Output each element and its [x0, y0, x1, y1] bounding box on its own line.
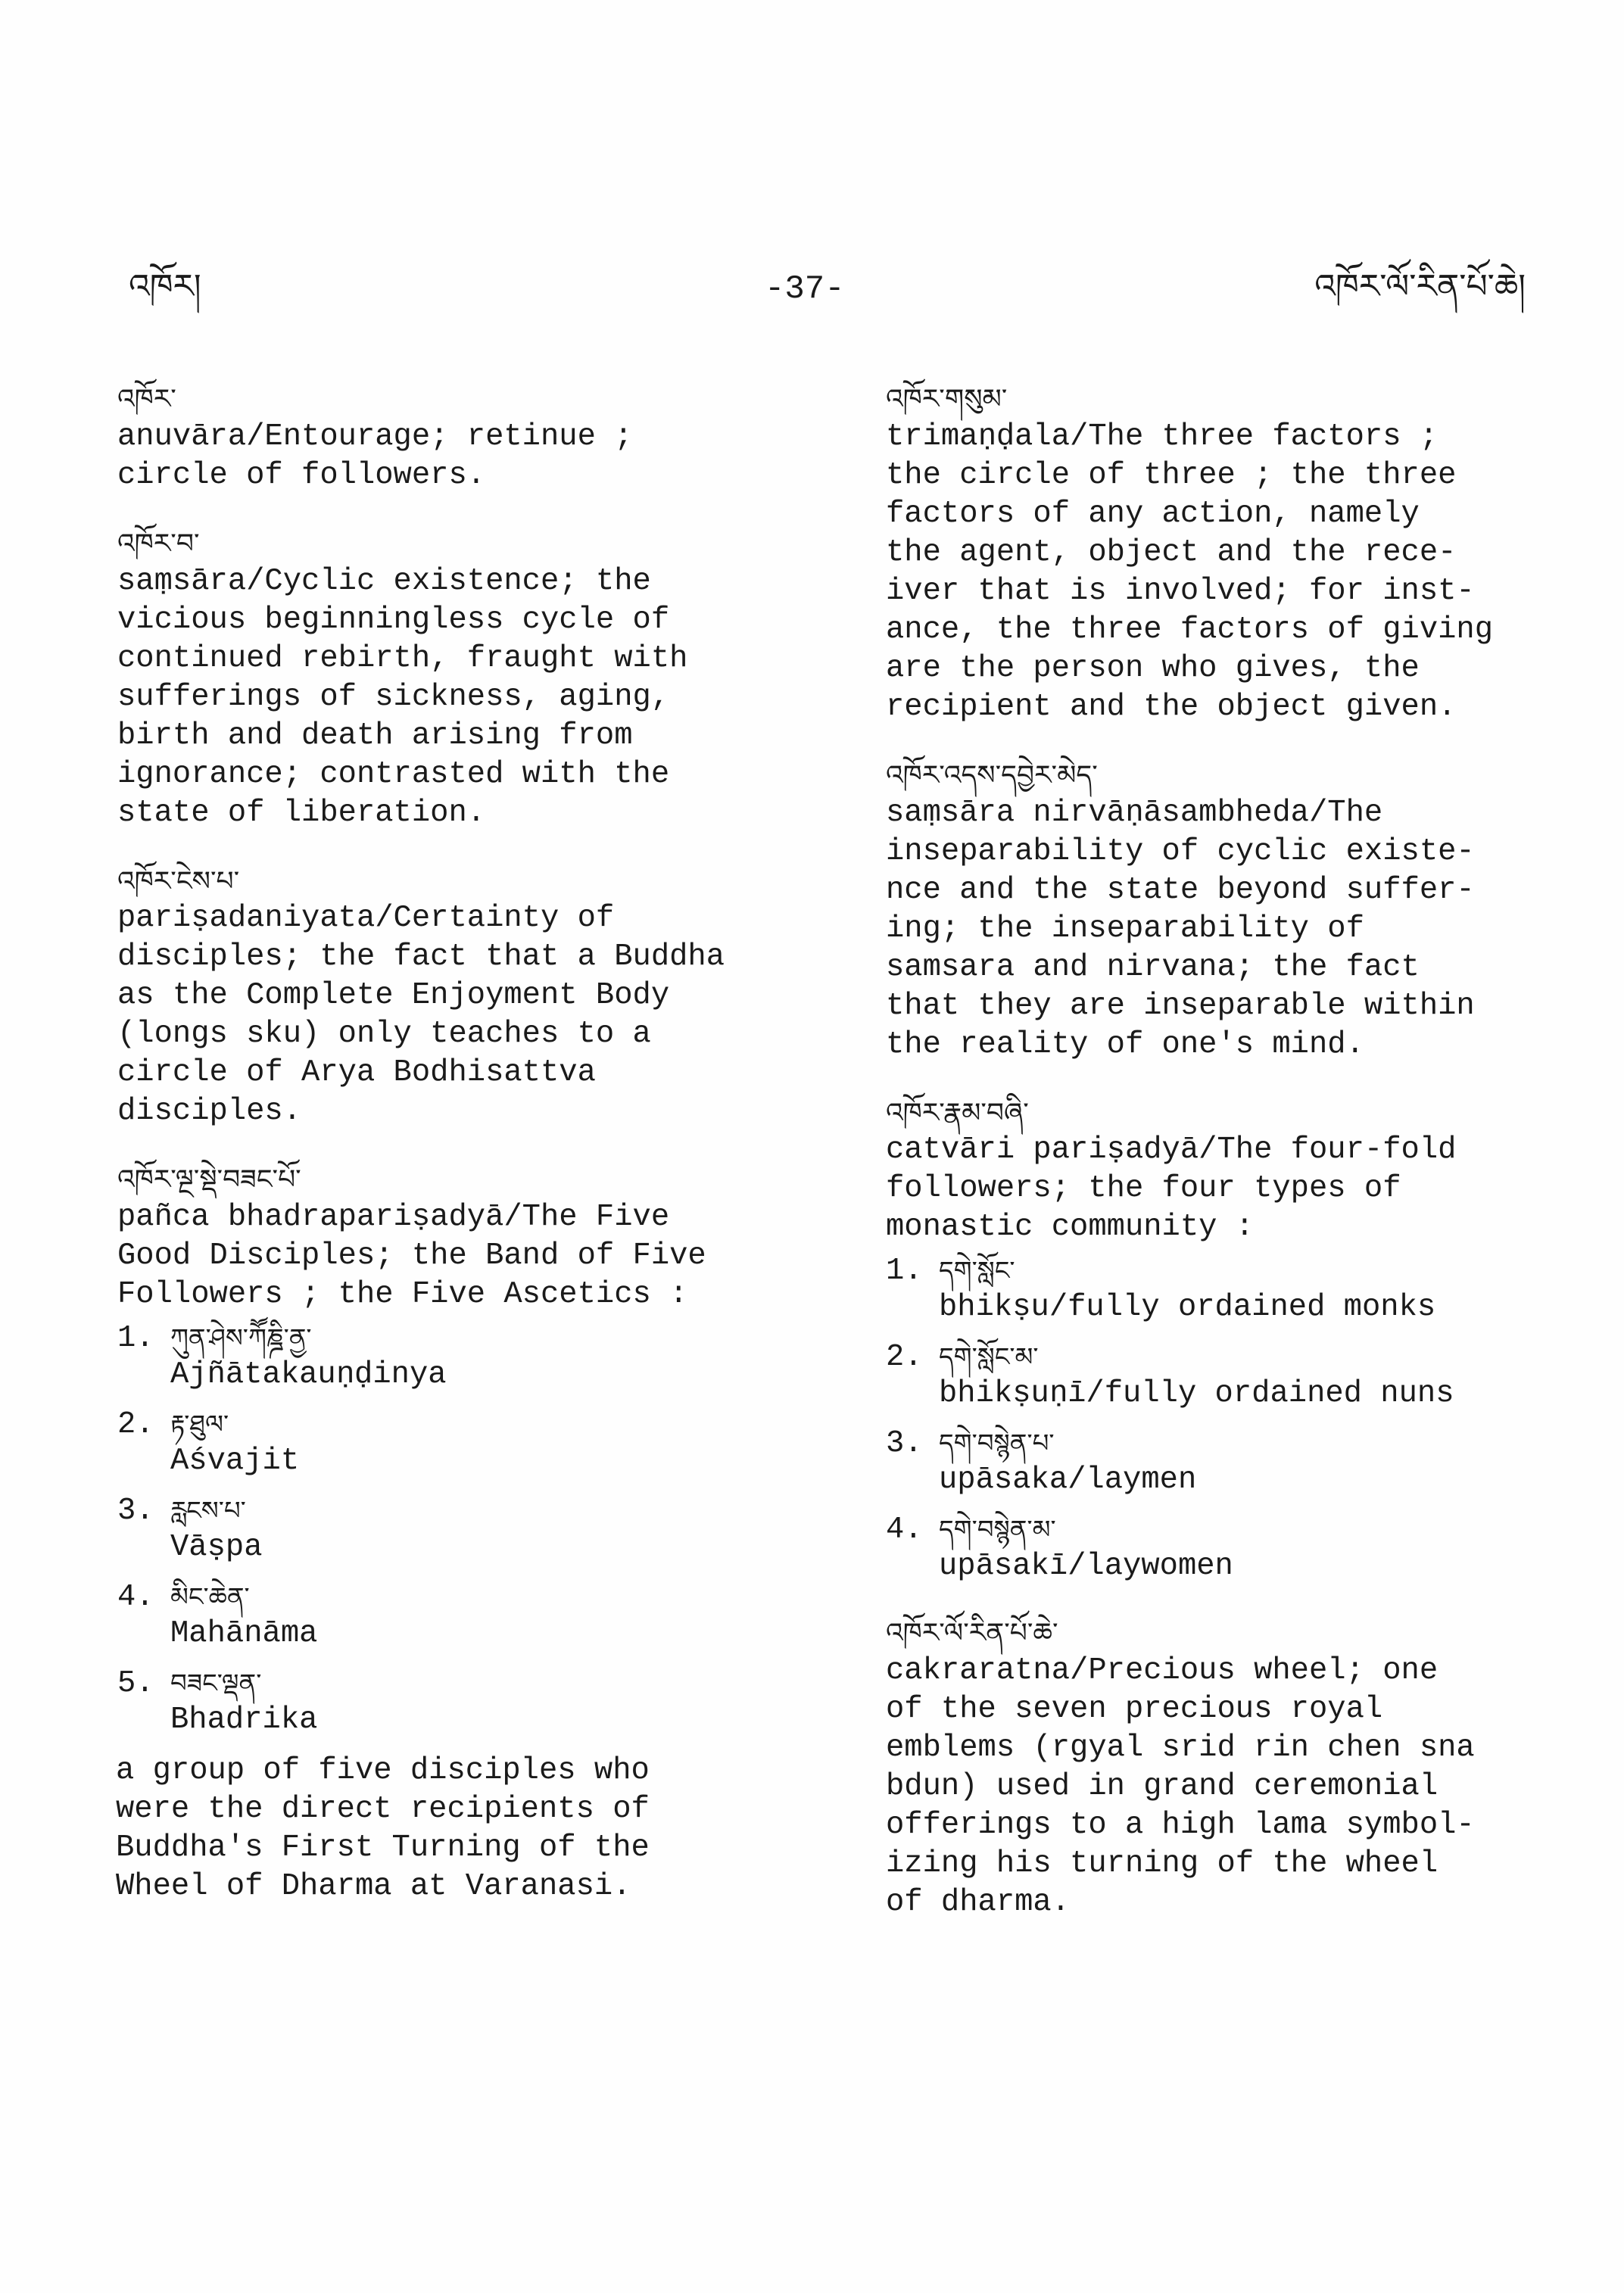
entry — [117, 865, 799, 1132]
left-column — [117, 382, 799, 1938]
list-number: 4. — [886, 1513, 923, 1548]
list-item-tibetan: ཀུན་ཤེས་ཀཽཎྜི་ནྱ་ — [170, 1323, 312, 1354]
list-number: 3. — [886, 1426, 923, 1462]
entry — [886, 759, 1590, 1064]
list-number: 2. — [117, 1407, 154, 1443]
entry-definition: saṃsāra nirvāṇāsambheda/The inseparability of cyclic existe- nce and the state beyond suffer- ing; the inseparability of samsara and nirvana; the fact that they are inseparable within the reality of one's mind. — [886, 795, 1475, 1062]
list-item — [117, 1579, 799, 1652]
entry-tibetan: འཁོར་གསུམ་ — [886, 384, 1008, 415]
entry-definition: pariṣadaniyata/Certainty of disciples; the fact that a Buddha as the Complete Enjoyment Body (longs sku) only teaches to a circle of Arya Bodhisattva disciples. — [117, 901, 725, 1129]
list-item-tibetan: དགེ་སློང་ — [939, 1256, 1015, 1287]
list-item-tibetan: དགེ་བསྙེན་མ་ — [939, 1515, 1056, 1546]
list-item-text: bhikṣuṇī/fully ordained nuns — [939, 1376, 1454, 1412]
list-item-text: Vāṣpa — [170, 1530, 263, 1566]
list-item-text: Ajñātakauṇḍinya — [170, 1357, 447, 1393]
entry — [886, 1616, 1590, 1922]
list-item — [117, 1320, 799, 1393]
list-item-text: upāsakī/laywomen — [939, 1549, 1233, 1584]
list-item — [117, 1665, 799, 1738]
entry-definition: trimaṇḍala/The three factors ; the circle of three ; the three factors of any action, namely the agent, object and the rece- iver that is involved; for inst- ance, the three factors of giving are the person who gives, the recipient and the object given. — [886, 419, 1494, 724]
header-left-tibetan: འཁོར། — [129, 270, 201, 308]
list-item-tibetan: བཟང་ལྡན་ — [170, 1668, 262, 1699]
entry-tibetan: འཁོར་བ་ — [117, 528, 200, 559]
list-item-text: Aśvajit — [170, 1444, 300, 1479]
entry-tibetan: འཁོར་འདས་དབྱེར་མེད་ — [886, 759, 1098, 791]
list-number: 1. — [117, 1321, 154, 1357]
entry-tibetan: འཁོར་ངེས་པ་ — [117, 865, 240, 897]
entry — [117, 527, 799, 833]
page-number: -37- — [765, 270, 845, 308]
list-item-text: Bhadrika — [170, 1703, 318, 1738]
entry-definition: saṃsāra/Cyclic existence; the vicious beginningless cycle of continued rebirth, fraught with sufferings of sickness, aging, birth and death arising from ignorance; contrasted with the state of liberation. — [117, 563, 688, 830]
entry-definition: cakraratna/Precious wheel; one of the seven precious royal emblems (rgyal srid rin chen sna bdun) used in grand ceremonial offerings to a high lama symbol- izing his turning of the wheel of dharma. — [886, 1653, 1475, 1921]
entry-tibetan: འཁོར་ — [117, 384, 176, 415]
list-item — [886, 1512, 1590, 1584]
disciples-list — [117, 1320, 799, 1738]
list-number: 4. — [117, 1580, 154, 1615]
list-item — [886, 1425, 1590, 1498]
entry-four-followers — [886, 1096, 1590, 1585]
entry-definition: pañca bhadrapariṣadyā/The Five Good Disciples; the Band of Five Followers ; the Five Ascetics : — [117, 1200, 706, 1313]
list-item-tibetan: རྟ་ཐུལ་ — [170, 1410, 229, 1441]
list-item-text: Mahānāma — [170, 1616, 318, 1652]
list-item-tibetan: དགེ་བསྙེན་པ་ — [939, 1428, 1055, 1460]
entry-five-disciples — [117, 1163, 799, 1906]
entry-tibetan: འཁོར་ལོ་རིན་པོ་ཆེ་ — [886, 1618, 1058, 1650]
list-number: 2. — [886, 1340, 923, 1375]
entry-tail-text: a group of five disciples who were the direct recipients of Buddha's First Turning of the Wheel of Dharma at Varanasi. — [116, 1753, 650, 1905]
list-item-tibetan: རླངས་པ་ — [170, 1496, 246, 1527]
entry — [117, 382, 799, 495]
list-item-tibetan: མིང་ཆེན་ — [170, 1582, 250, 1613]
followers-list — [886, 1253, 1590, 1584]
list-number: 1. — [886, 1254, 923, 1289]
list-number: 5. — [117, 1666, 154, 1702]
list-item-tibetan: དགེ་སློང་མ་ — [939, 1342, 1039, 1373]
header-right-tibetan: འཁོར་ལོ་རིན་པོ་ཆེ། — [1314, 270, 1526, 308]
list-number: 3. — [117, 1494, 154, 1529]
entry — [886, 382, 1590, 727]
entry-tibetan: འཁོར་ལྔ་སྡེ་བཟང་པོ་ — [117, 1164, 301, 1196]
list-item-text: bhikṣu/fully ordained monks — [939, 1290, 1436, 1326]
entry-definition: catvāri pariṣadyā/The four-fold followers; the four types of monastic community : — [886, 1132, 1457, 1245]
list-item — [117, 1493, 799, 1566]
list-item — [886, 1339, 1590, 1412]
entry-tibetan: འཁོར་རྣམ་བཞི་ — [886, 1097, 1029, 1129]
entry-definition: anuvāra/Entourage; retinue ; circle of followers. — [117, 419, 633, 493]
list-item-text: upāsaka/laymen — [939, 1463, 1197, 1498]
list-item — [886, 1253, 1590, 1326]
right-column — [886, 382, 1590, 1954]
list-item — [117, 1407, 799, 1479]
